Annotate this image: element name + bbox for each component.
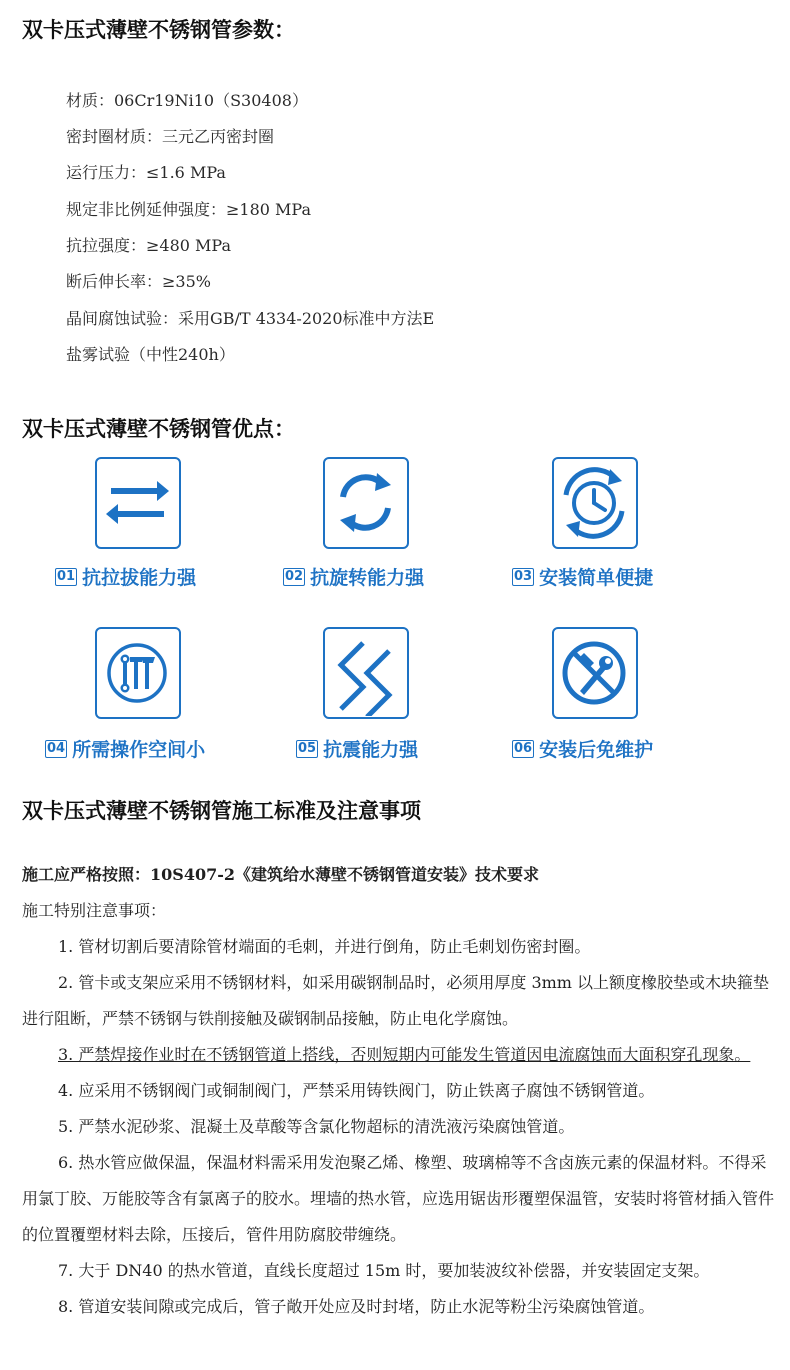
feature-icon-box-4 xyxy=(95,627,181,719)
feature-label-2: 抗旋转能力强 xyxy=(310,567,425,589)
feature-icon-box-6 xyxy=(552,627,638,719)
param-salt-spray: 盐雾试验（中性240h） xyxy=(66,345,235,364)
feature-icon-box-2 xyxy=(323,457,409,549)
note-item-3: 3. 严禁焊接作业时在不锈钢管道上搭线，否则短期内可能发生管道因电流腐蚀而大面积穿孔现象。 xyxy=(58,1045,751,1064)
feature-number-3: 03 xyxy=(514,568,533,584)
feature-label-5: 抗震能力强 xyxy=(323,739,419,761)
feature-caption-2 xyxy=(283,563,424,590)
rotate-cycle-icon xyxy=(325,459,406,546)
feature-label-1: 抗拉拔能力强 xyxy=(82,567,197,589)
feature-number-5: 05 xyxy=(298,740,317,756)
note-item-8: 8. 管道安装间隙或完成后，管子敞开处应及时封堵，防止水泥等粉尘污染腐蚀管道。 xyxy=(58,1297,655,1316)
clock-cycle-icon xyxy=(554,459,635,546)
feature-label-4: 所需操作空间小 xyxy=(72,739,206,761)
param-material: 材质：06Cr19Ni10（S30408） xyxy=(66,91,308,110)
feature-caption-4 xyxy=(45,735,205,762)
feature-number-1: 01 xyxy=(57,568,76,584)
param-yield-strength: 规定非比例延伸强度：≥180 MPa xyxy=(66,200,312,219)
feature-label-3: 安装简单便捷 xyxy=(539,567,654,589)
construction-title: 双卡压式薄壁不锈钢管施工标准及注意事项 xyxy=(22,799,421,823)
construction-notes xyxy=(22,857,774,1325)
zigzag-icon xyxy=(325,629,406,716)
feature-number-2: 02 xyxy=(285,568,304,584)
note-item-5: 5. 严禁水泥砂浆、混凝土及草酸等含氯化物超标的清洗液污染腐蚀管道。 xyxy=(58,1117,575,1136)
note-item-1: 1. 管材切割后要清除管材端面的毛刺，并进行倒角，防止毛刺划伤密封圈。 xyxy=(58,937,591,956)
feature-label-6: 安装后免维护 xyxy=(539,739,654,761)
param-tensile-strength: 抗拉强度：≥480 MPa xyxy=(66,236,232,255)
param-seal-material: 密封圈材质：三元乙丙密封圈 xyxy=(66,127,275,146)
feature-icon-box-3 xyxy=(552,457,638,549)
construction-standard: 施工应严格按照：10S407-2《建筑给水薄壁不锈钢管道安装》技术要求 xyxy=(22,865,539,884)
param-pressure: 运行压力：≤1.6 MPa xyxy=(66,163,226,182)
feature-caption-3 xyxy=(512,563,653,590)
feature-number-4: 04 xyxy=(47,740,66,756)
feature-caption-5 xyxy=(296,735,418,762)
feature-caption-6 xyxy=(512,735,653,762)
note-item-6: 6. 热水管应做保温，保温材料需采用发泡聚乙烯、橡塑、玻璃棉等不含卤族元素的保温材料。不得采用氯丁胶、万能胶等含有氯离子的胶水。埋墙的热水管，应选用锯齿形覆塑保温管，安装时将管材插入管件的位置覆塑材料去除，压接后，管件用防腐胶带缠绕。 xyxy=(22,1153,775,1244)
arrows-exchange-icon xyxy=(97,459,178,546)
feature-number-6: 06 xyxy=(514,740,533,756)
param-elongation: 断后伸长率：≥35% xyxy=(66,272,211,291)
parameters-title: 双卡压式薄壁不锈钢管参数： xyxy=(22,18,295,42)
notes-heading: 施工特别注意事项： xyxy=(22,901,167,920)
tools-icon xyxy=(97,629,178,716)
note-item-7: 7. 大于 DN40 的热水管道，直线长度超过 15m 时，要加装波纹补偿器，并安装固定支架。 xyxy=(58,1261,710,1280)
advantages-title: 双卡压式薄壁不锈钢管优点： xyxy=(22,417,295,441)
param-corrosion-test: 晶间腐蚀试验：采用GB/T 4334-2020标准中方法E xyxy=(66,309,435,328)
note-item-2: 2. 管卡或支架应采用不锈钢材料，如采用碳钢制品时，必须用厚度 3mm 以上额度橡胶垫或木块箍垫进行阻断，严禁不锈钢与铁削接触及碳钢制品接触，防止电化学腐蚀。 xyxy=(22,973,770,1028)
feature-icon-box-5 xyxy=(323,627,409,719)
no-maintenance-icon xyxy=(554,629,635,716)
note-item-4: 4. 应采用不锈钢阀门或铜制阀门，严禁采用铸铁阀门，防止铁离子腐蚀不锈钢管道。 xyxy=(58,1081,655,1100)
feature-icon-box-1 xyxy=(95,457,181,549)
feature-caption-1 xyxy=(55,563,196,590)
